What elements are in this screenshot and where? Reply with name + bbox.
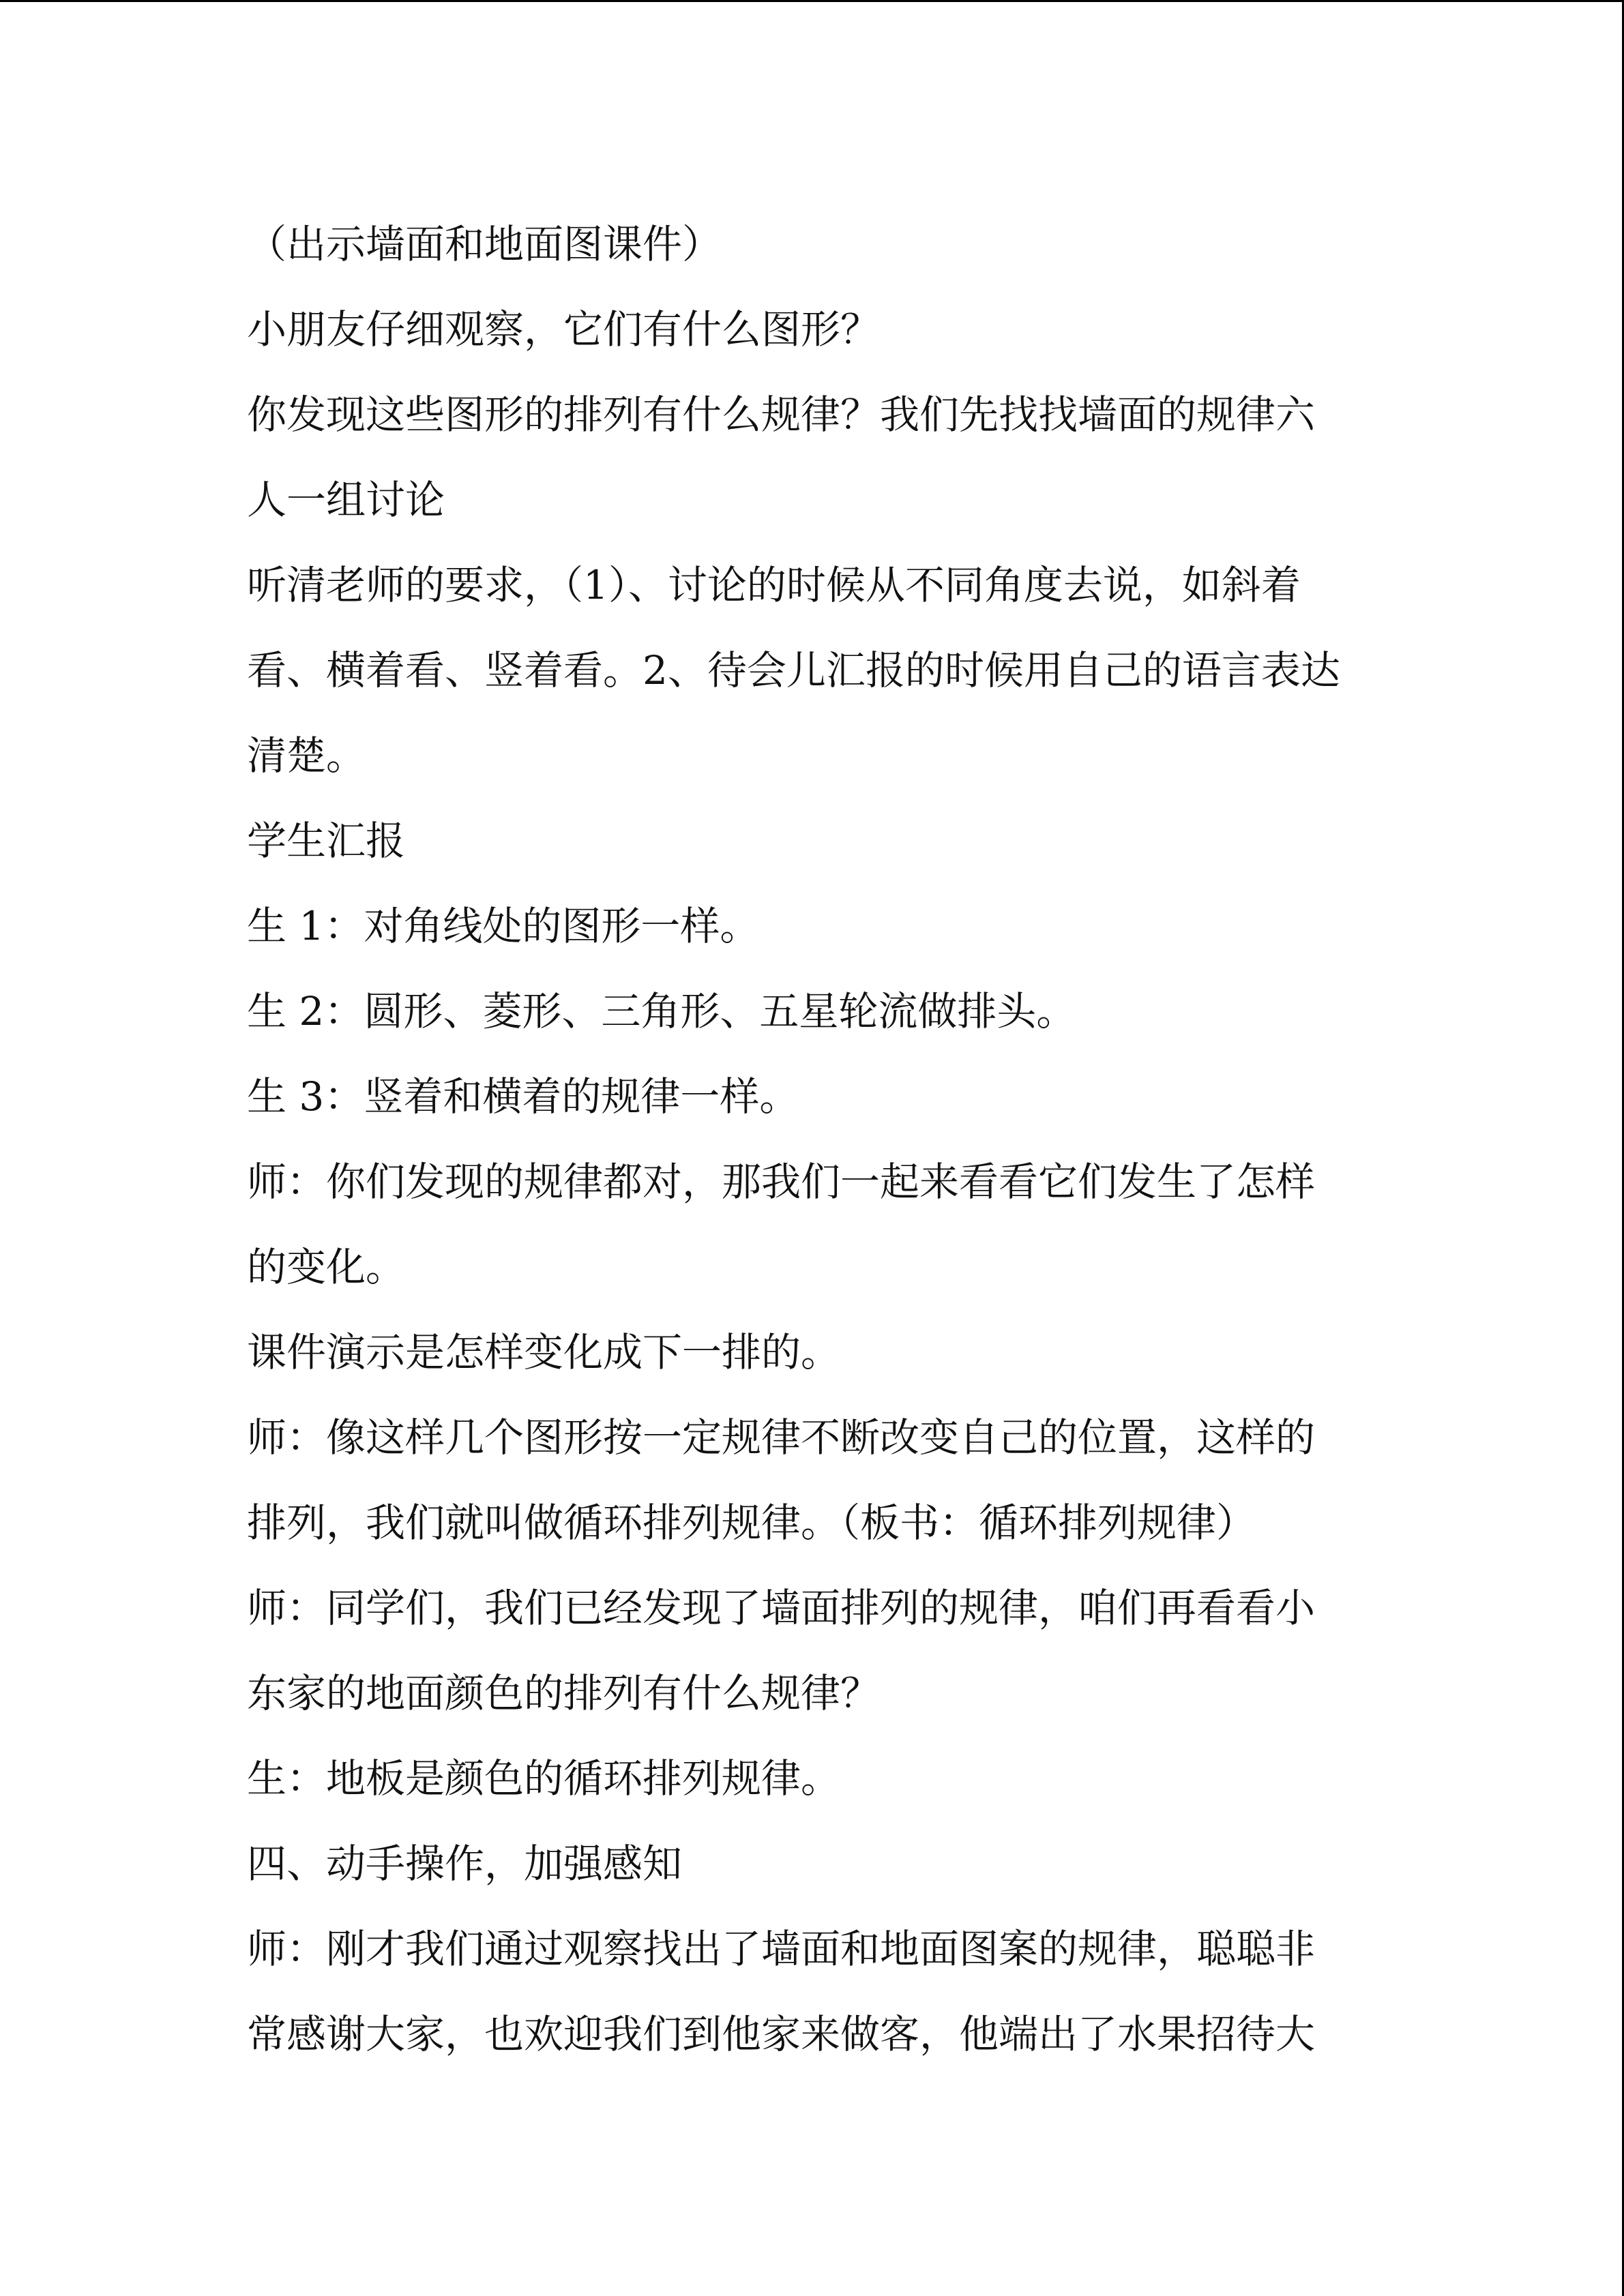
- text-line: 排列，我们就叫做循环排列规律。（板书：循环排列规律）: [247, 1500, 1256, 1546]
- text-line: 课件演示是怎样变化成下一排的。: [247, 1329, 841, 1375]
- text-line: 看、横着看、竖着看。2、待会儿汇报的时候用自己的语言表达: [247, 647, 1340, 694]
- text-line: 师：你们发现的规律都对，那我们一起来看看它们发生了怎样: [247, 1159, 1316, 1205]
- text-line: 师：像这样几个图形按一定规律不断改变自己的位置，这样的: [247, 1414, 1316, 1461]
- text-line: 常感谢大家，也欢迎我们到他家来做客，他端出了水果招待大: [247, 2011, 1316, 2057]
- text-line: 你发现这些图形的排列有什么规律？我们先找找墙面的规律六: [247, 391, 1316, 438]
- text-line: 人一组讨论: [247, 477, 445, 523]
- text-line: 生：地板是颜色的循环排列规律。: [247, 1755, 841, 1802]
- text-line: 东家的地面颜色的排列有什么规律？: [247, 1670, 881, 1716]
- text-line: 师：同学们，我们已经发现了墙面排列的规律，咱们再看看小: [247, 1585, 1316, 1631]
- text-line: 生 3：竖着和横着的规律一样。: [247, 1073, 799, 1120]
- text-line: 小朋友仔细观察，它们有什么图形？: [247, 306, 881, 353]
- document-body: [247, 202, 1406, 2077]
- text-line: 清楚。: [247, 732, 366, 779]
- text-line: 生 2：圆形、菱形、三角形、五星轮流做排头。: [247, 988, 1076, 1034]
- text-line: 四、动手操作，加强感知: [247, 1840, 683, 1887]
- text-line: 学生汇报: [247, 818, 406, 864]
- text-line: 听清老师的要求，（1）、讨论的时候从不同角度去说，如斜着: [247, 562, 1301, 608]
- text-line: （出示墙面和地面图课件）: [247, 221, 722, 267]
- text-line: 生 1：对角线处的图形一样。: [247, 903, 760, 949]
- text-line: 的变化。: [247, 1244, 406, 1290]
- text-line: 师：刚才我们通过观察找出了墙面和地面图案的规律，聪聪非: [247, 1926, 1316, 1972]
